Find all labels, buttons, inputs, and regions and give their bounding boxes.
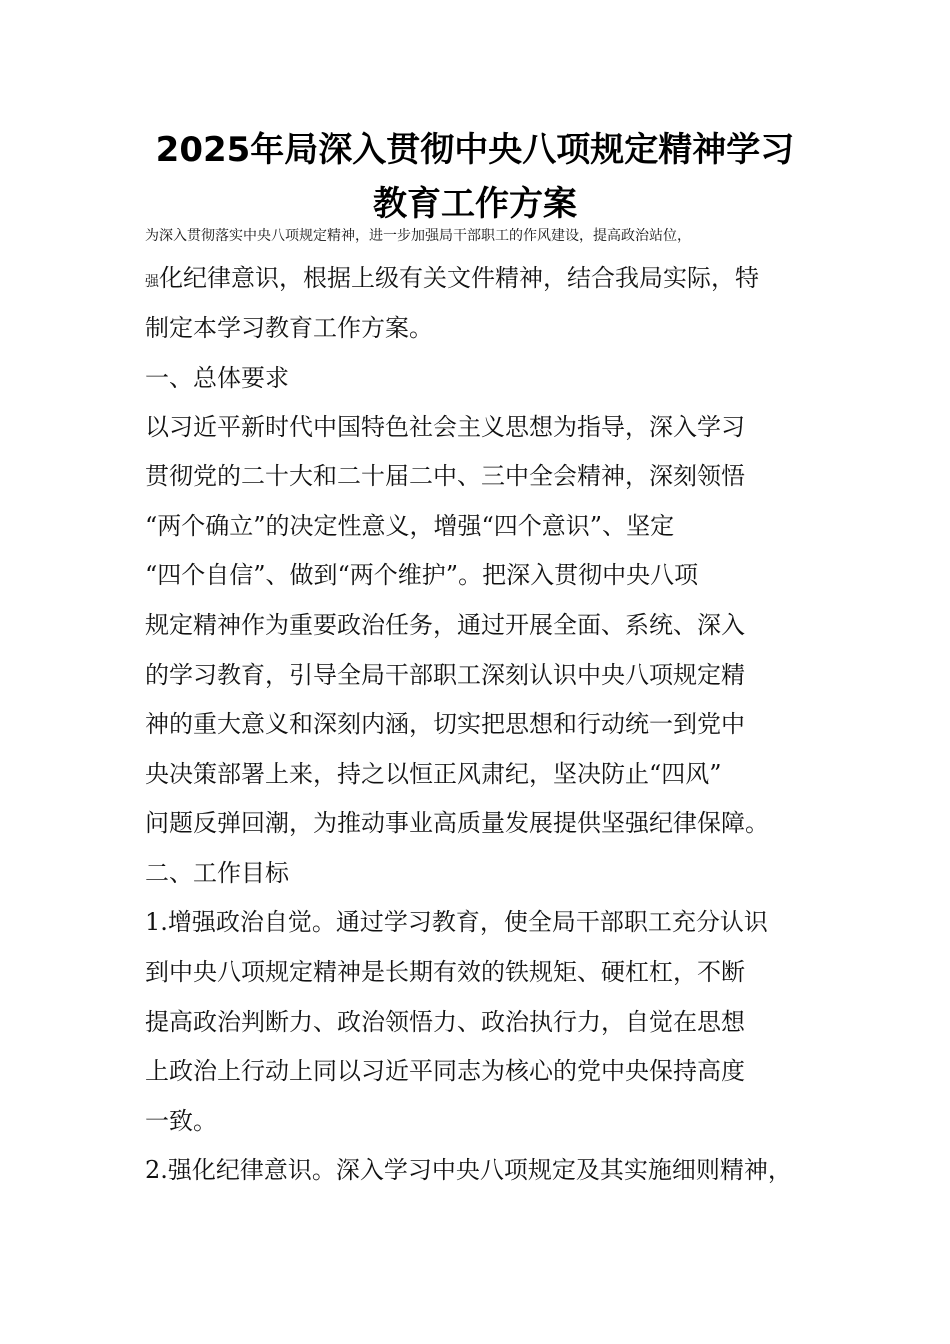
intro-line-2 (145, 262, 825, 298)
section-2-line: 到中央八项规定精神是长期有效的铁规矩、硬杠杠，不断 (145, 958, 745, 986)
section-1-line: 贯彻党的二十大和二十届二中、三中全会精神，深刻领悟 (145, 462, 745, 490)
section-1-line: “四个自信”、做到“两个维护”。把深入贯彻中央八项 (145, 561, 699, 589)
intro-line-3: 制定本学习教育工作方案。 (145, 314, 433, 342)
section-1-line: 央决策部署上来，持之以恒正风肃纪，坚决防止“四风” (145, 760, 722, 788)
section-1-heading: 一、总体要求 (145, 364, 289, 392)
section-2-line: 1.增强政治自觉。通过学习教育，使全局干部职工充分认识 (145, 908, 768, 936)
section-2-line: 提高政治判断力、政治领悟力、政治执行力，自觉在思想 (145, 1008, 745, 1036)
section-2-line: 2.强化纪律意识。深入学习中央八项规定及其实施细则精神， (145, 1156, 792, 1184)
intro-line-2-prefix: 强 (145, 274, 159, 290)
section-1-line: 问题反弹回潮，为推动事业高质量发展提供坚强纪律保障。 (145, 809, 769, 837)
intro-small-line: 为深入贯彻落实中央八项规定精神，进一步加强局干部职工的作风建设，提高政治站位， (145, 228, 691, 244)
section-1-line: 规定精神作为重要政治任务，通过开展全面、系统、深入 (145, 611, 745, 639)
section-1-line: 的学习教育，引导全局干部职工深刻认识中央八项规定精 (145, 661, 745, 689)
section-1-line: “两个确立”的决定性意义，增强“四个意识”、坚定 (145, 512, 675, 540)
document-title-line-1: 2025年局深入贯彻中央八项规定精神学习 (155, 130, 795, 170)
document-title-line-2: 教育工作方案 (373, 184, 577, 224)
section-1-line: 以习近平新时代中国特色社会主义思想为指导，深入学习 (145, 413, 745, 441)
intro-line-2-rest: 化纪律意识，根据上级有关文件精神，结合我局实际，特 (159, 264, 759, 292)
section-1-line: 神的重大意义和深刻内涵，切实把思想和行动统一到党中 (145, 710, 745, 738)
section-2-heading: 二、工作目标 (145, 859, 289, 887)
section-2-line: 一致。 (145, 1107, 217, 1135)
section-2-line: 上政治上行动上同以习近平同志为核心的党中央保持高度 (145, 1057, 745, 1085)
